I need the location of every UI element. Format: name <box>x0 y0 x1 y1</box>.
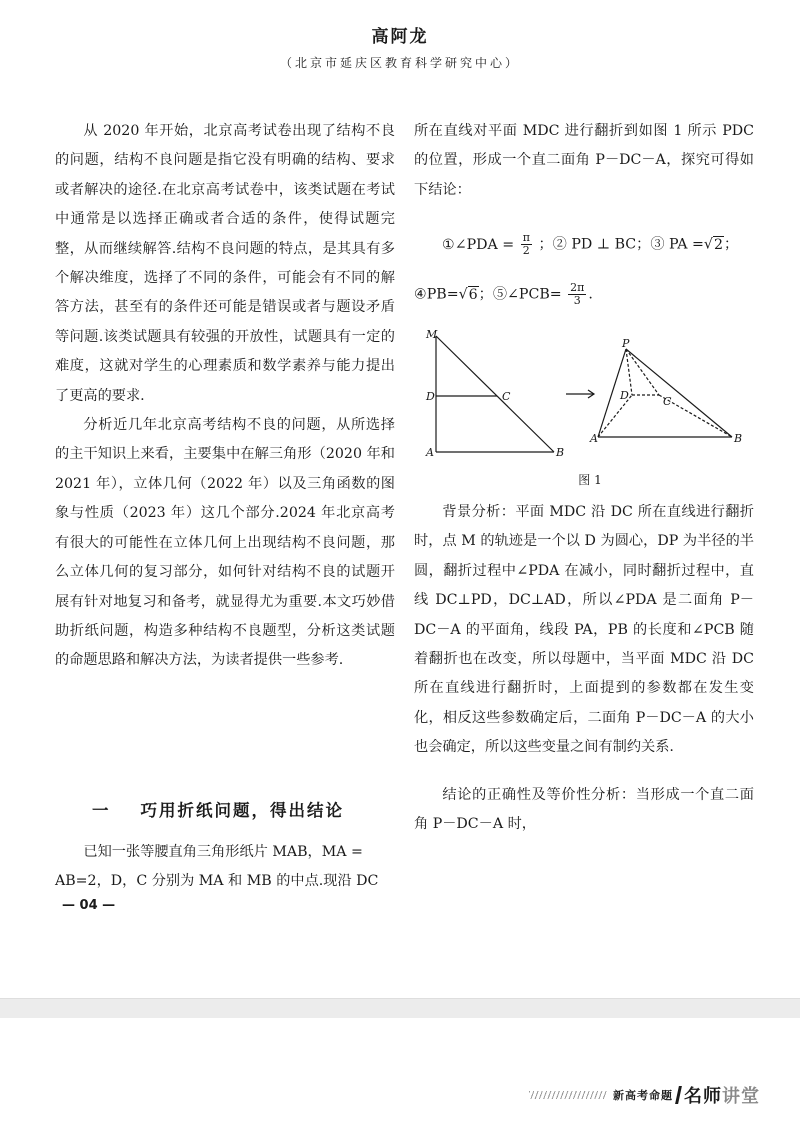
conclusions-row-2: ④PB=√6；⑤∠PCB= $\frac{2\pi}{3}$ . <box>414 281 593 307</box>
right-column-body <box>414 498 754 839</box>
page-divider-band <box>0 998 800 1019</box>
edge-MB <box>436 336 554 452</box>
section-number: 一 <box>92 801 111 820</box>
fraction-pi-over-2: $\frac{\pi}{2}$ <box>522 231 530 257</box>
page-number: — 04 — <box>62 898 116 913</box>
paragraph-intro: 从 2020 年开始，北京高考试卷出现了结构不良的问题，结构不良问题是指它没有明确的结构、要求或者解决的途径.在北京高考试卷中，该类试题在考试中通常是以选择正确或者合适的条件，使得试题完整，从而继续解答.结构不良问题的特点，是其具有多个解决维度，选择了不同的条件，可能会有不同的解答方法，甚至有的条件还可能是错误或者与题设矛盾等问题.该类试题具有较强的开放性，试题具有一定的难度，这就对学生的心理素质和数学素养与能力提出了更高的要求. <box>55 123 395 404</box>
sqrt-6: 6 <box>468 286 478 303</box>
label-D-3d: D <box>620 389 629 402</box>
brand-title: 名师讲堂 <box>684 1086 760 1107</box>
paragraph-analysis: 分析近几年北京高考结构不良的问题，从所选择的主干知识上来看，主要集中在解三角形（2020 年和 2021 年），立体几何（2022 年）以及三角函数的图象与性质（2023 年）这几个部分.2024 年北京高考有很大的可能性在立体几何上出现结构不良问题，那么立体几何的复习部分，如何针对结构不良的试题开展有针对地复习和备考，就显得尤为重要.本文巧妙借助折纸问题，构造多种结构不良题型，分析这类试题的命题思路和解决方法，为读者提供一些参考. <box>55 417 395 669</box>
left-column <box>55 117 395 676</box>
label-B-3d: B <box>734 432 743 445</box>
footer <box>0 1018 800 1127</box>
label-B: B <box>556 446 565 459</box>
label-A: A <box>426 446 434 459</box>
brand-divider <box>675 1086 682 1104</box>
label-M: M <box>426 328 438 341</box>
figure-caption: 图 1 <box>578 473 602 487</box>
label-P: P <box>622 337 630 350</box>
sqrt-2: 2 <box>713 236 723 253</box>
label-C: C <box>502 390 511 403</box>
figure-1 <box>414 322 754 467</box>
section-title: 巧用折纸问题，得出结论 <box>140 801 344 820</box>
left-column-tail <box>55 838 395 897</box>
paragraph-problem: 已知一张等腰直角三角形纸片 MAB，MA = AB=2，D，C 分别为 MA 和 MB 的中点.现沿 DC <box>55 844 379 890</box>
paragraph-problem-cont: 所在直线对平面 MDC 进行翻折到如图 1 所示 PDC 的位置，形成一个直二面角 P－DC－A，探究可得如下结论： <box>414 123 754 198</box>
column-brand <box>529 1082 760 1108</box>
paragraph-background: 背景分析：平面 MDC 沿 DC 所在直线进行翻折时，点 M 的轨迹是一个以 D 为圆心，DP 为半径的半圆，翻折过程中∠PDA 在减小，同时翻折过程中，直线 DC⊥PD，DC⊥AD，所以∠PDA 是二面角 P－DC－A 的平面角，线段 PA，PB 的长度和∠PCB 随着翻折也在改变，所以母题中，当平面 MDC 沿 DC 所在直线进行翻折时，上面提到的参数都在发生变化，相反这些参数确定后，二面角 P－DC－A 的大小也会确定，所以这些变量之间有制约关系. <box>414 504 754 756</box>
label-C-3d: C <box>663 395 672 408</box>
conclusions-row-1: ①∠PDA = $\frac{\pi}{2}$ ；② PD ⊥ BC；③ PA =√2； <box>442 231 739 257</box>
brand-stripe-decoration <box>529 1091 607 1099</box>
paragraph-correctness: 结论的正确性及等价性分析：当形成一个直二面角 P－DC－A 时， <box>414 786 754 833</box>
author-name: 高阿龙 <box>371 27 429 47</box>
author-affiliation: （北京市延庆区教育科学研究中心） <box>279 56 520 70</box>
right-column <box>414 117 754 205</box>
section-heading <box>92 797 344 821</box>
edge-PB <box>626 349 732 437</box>
brand-subtitle: 新高考命题 <box>613 1089 673 1102</box>
label-A-3d: A <box>590 432 598 445</box>
fraction-2pi-over-3: $\frac{2\pi}{3}$ <box>570 281 585 307</box>
label-D: D <box>426 390 435 403</box>
